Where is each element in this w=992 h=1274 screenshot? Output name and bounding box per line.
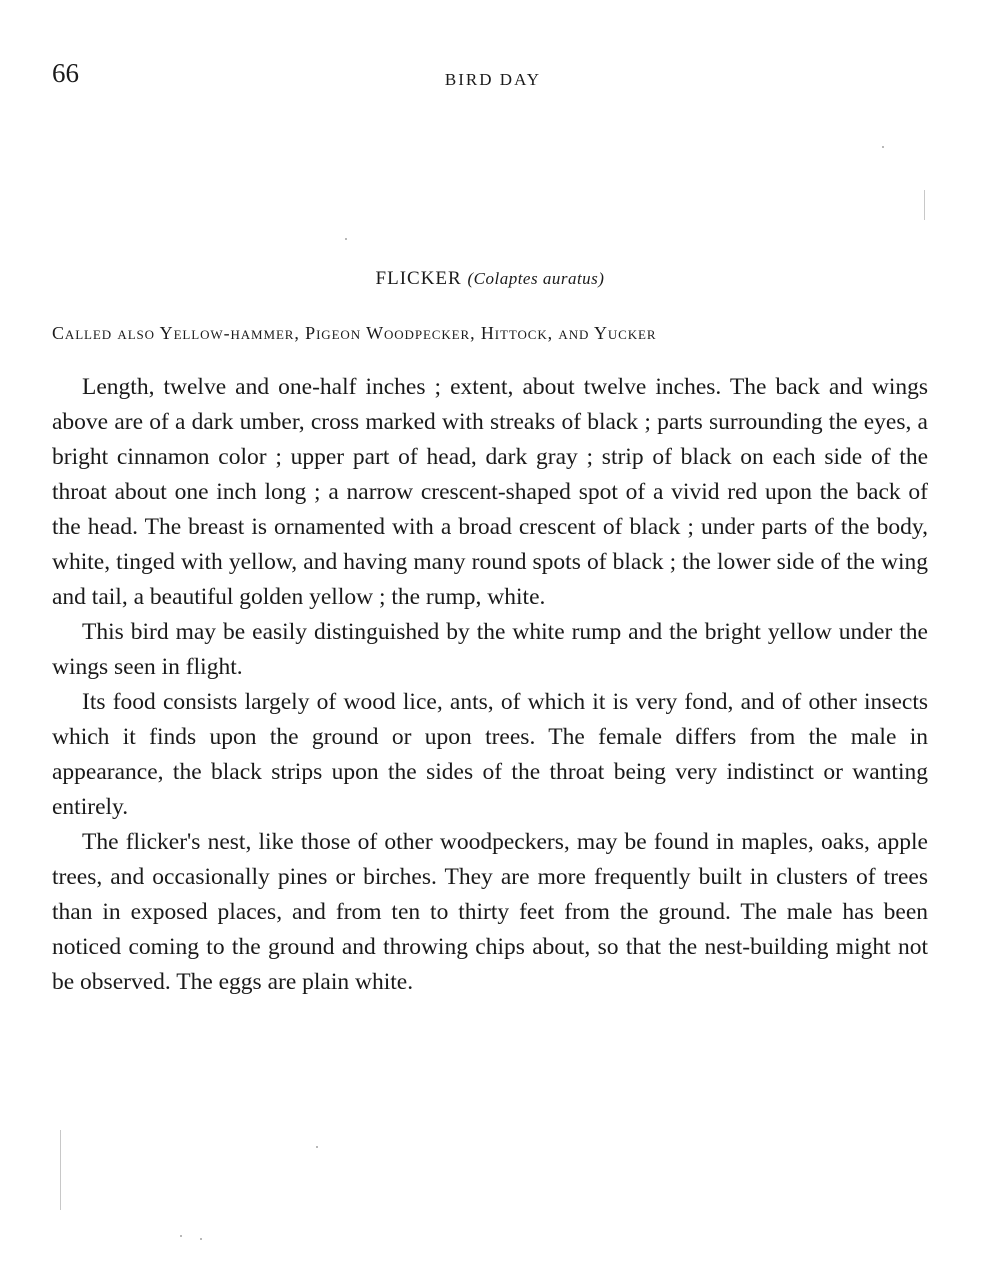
scientific-name: (Colaptes auratus) <box>467 269 605 288</box>
scan-artifact <box>924 190 925 220</box>
article-body <box>52 370 928 1000</box>
paragraph-nest: The flicker's nest, like those of other woodpeckers, may be found in maples, oaks, apple trees, and occasionally pines or birches. They are more frequently built in clusters of trees than in exposed places, and from ten to thirty feet from the ground. The male has been noticed coming to the ground and throwing chips about, so that the nest-building might not be observed. The eggs are plain white. <box>52 829 928 995</box>
scan-artifact <box>882 146 884 148</box>
scan-artifact <box>345 238 347 240</box>
running-head: BIRD DAY <box>444 70 542 89</box>
scan-artifact <box>316 1146 318 1148</box>
scan-artifact <box>60 1130 61 1210</box>
bird-name: FLICKER <box>375 268 462 289</box>
paragraph-food: Its food consists largely of wood lice, ants, of which it is very fond, and of other insects which it finds upon the ground or upon trees. The female differs from the male in appearance, the black strips upon the sides of the throat being very indistinct or wanting entirely. <box>52 689 928 820</box>
page-number: 66 <box>52 58 79 88</box>
paragraph-identification: This bird may be easily distinguished by the white rump and the bright yellow under the wings seen in flight. <box>52 619 928 680</box>
alternate-names: Called also Yellow-hammer, Pigeon Woodpecker, Hittock, and Yucker <box>52 323 657 343</box>
article-title <box>0 268 980 290</box>
scan-artifact <box>180 1235 182 1237</box>
paragraph-description: Length, twelve and one-half inches ; extent, about twelve inches. The back and wings above are of a dark umber, cross marked with streaks of black ; parts surrounding the eyes, a bright cinnamon color ; upper part of head, dark gray ; strip of black on each side of the throat about one inch long ; a narrow crescent-shaped spot of a vivid red upon the back of the head. The breast is ornamented with a broad crescent of black ; under parts of the body, white, tinged with yellow, and having many round spots of black ; the lower side of the wing and tail, a beautiful golden yellow ; the rump, white. <box>52 374 928 610</box>
scan-artifact <box>200 1238 202 1240</box>
